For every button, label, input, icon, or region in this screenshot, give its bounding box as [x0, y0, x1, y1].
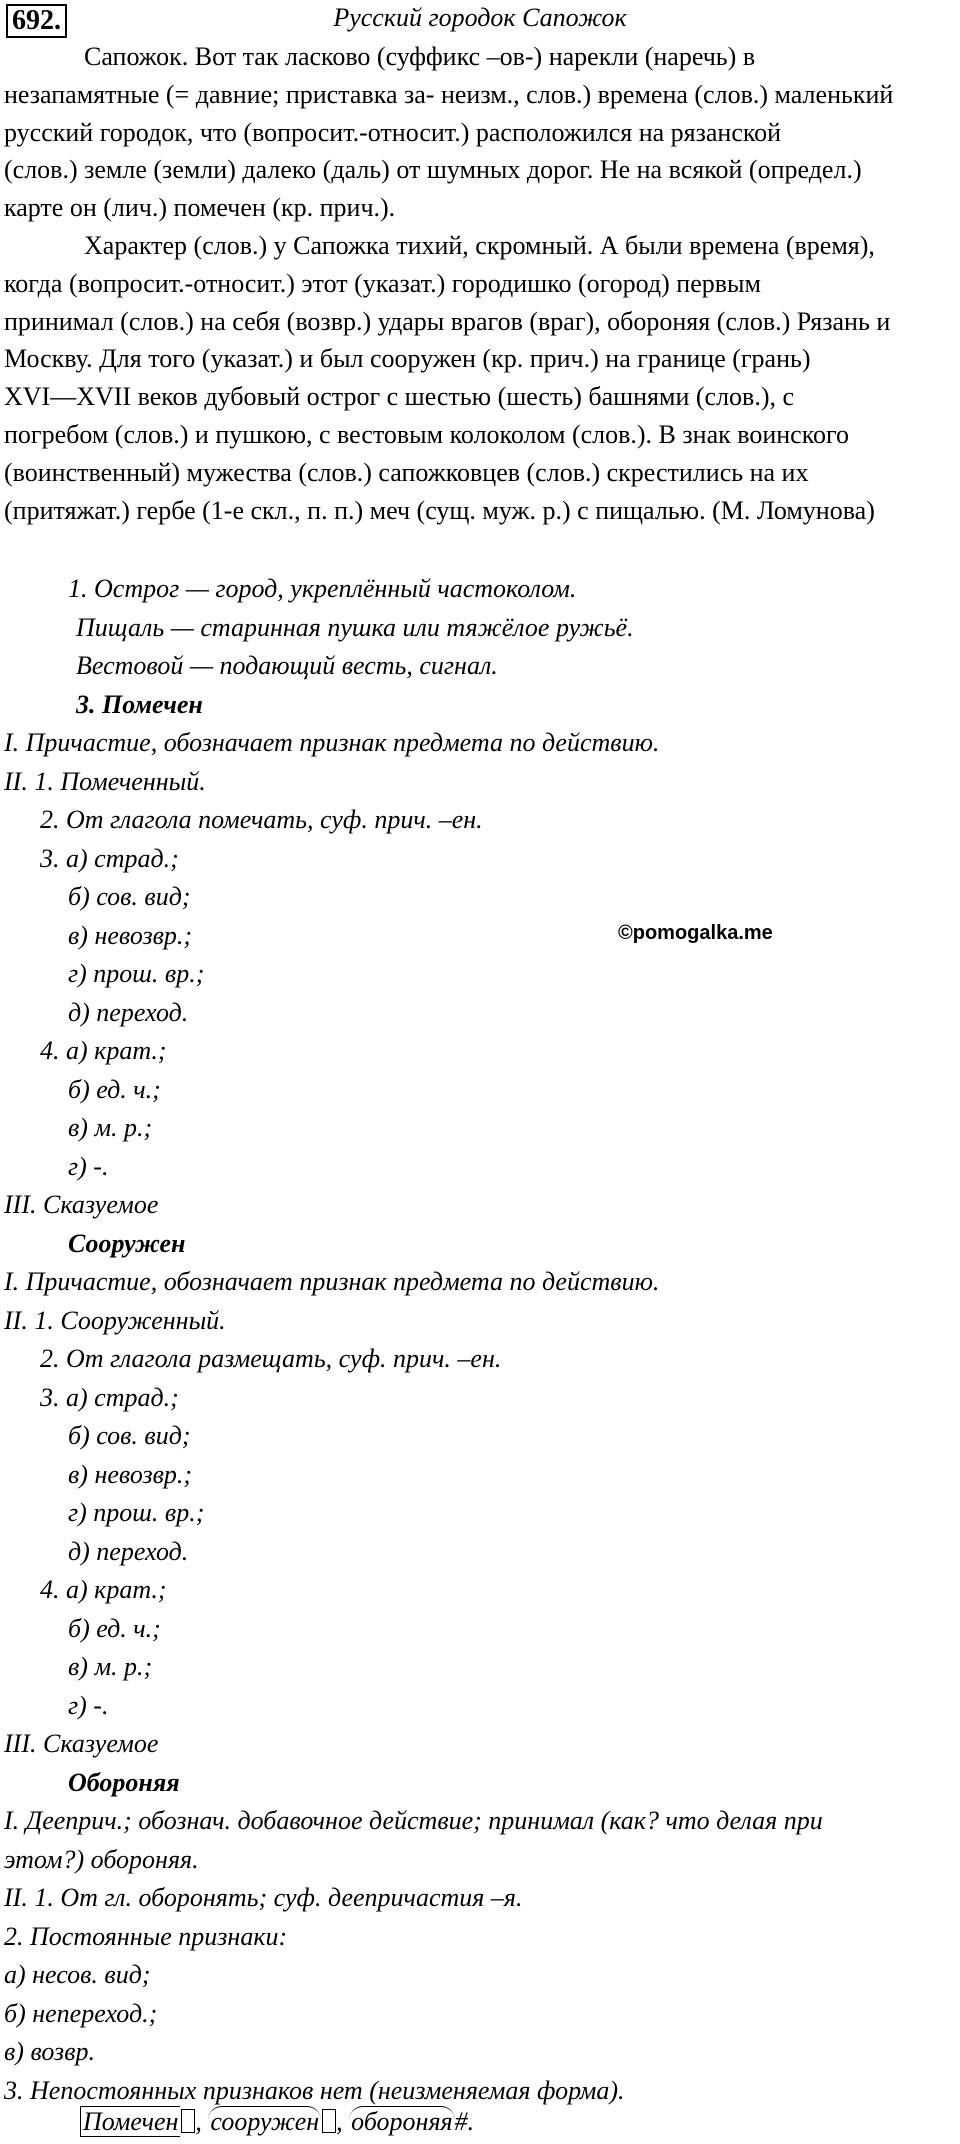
analysis-line: в) м. р.;: [68, 1652, 153, 1681]
analysis-line: этом?) обороняя.: [4, 1844, 199, 1874]
morpheme-word-2: сооружен: [210, 2107, 320, 2136]
separator: ,: [336, 2107, 343, 2136]
analysis-line: 2. Постоянные признаки:: [4, 1921, 288, 1951]
analysis-line: II. 1. От гл. оборонять; суф. деепричастия –я.: [4, 1883, 523, 1912]
text-line: (притяжат.) гербе (1-е скл., п. п.) меч (сущ. муж. р.) с пищалью. (М. Ломунова): [4, 495, 875, 525]
analysis-line: I. Дееприч.; обознач. добавочное действие; принимал (как? что делая при: [4, 1806, 823, 1835]
analysis-line: г) прош. вр.;: [68, 959, 205, 988]
ending-box: [181, 2109, 195, 2133]
text-line: погребом (слов.) и пушкою, с вестовым колоколом (слов.). В знак воинского: [4, 419, 850, 449]
analysis-line: д) переход.: [68, 1536, 189, 1566]
section-heading: Сооружен: [68, 1228, 186, 1258]
analysis-line: б) сов. вид;: [68, 1421, 191, 1450]
note-line: Вестовой — подающий весть, сигнал.: [76, 651, 498, 680]
text-line: Сапожок. Вот так ласково (суффикс –ов-) нарекли (наречь) в: [84, 42, 756, 71]
note-line: 1. Острог — город, укреплённый частоколом.: [68, 574, 577, 603]
analysis-line: 2. От глагола помечать, суф. прич. –ен.: [40, 805, 483, 834]
analysis-line: II. 1. Сооруженный.: [4, 1305, 226, 1335]
analysis-line: б) ед. ч.;: [68, 1074, 161, 1104]
analysis-line: III. Сказуемое: [4, 1729, 159, 1758]
exercise-text: [4, 38, 954, 529]
analysis-line: I. Причастие, обозначает признак предмета по действию.: [4, 1267, 660, 1296]
analysis-line: III. Сказуемое: [4, 1190, 159, 1219]
analysis-line: г) -.: [68, 1151, 109, 1181]
text-line: незапамятные (= давние; приставка за- неизм., слов.) времена (слов.) маленький: [4, 79, 894, 109]
text-line: карте он (лич.) помечен (кр. прич.).: [4, 193, 396, 223]
analysis-line: б) непереход.;: [4, 1998, 158, 2028]
watermark: ©pomogalka.me: [618, 922, 773, 944]
analysis-line: в) возвр.: [4, 2037, 95, 2066]
analysis-line: 3. а) страд.;: [40, 1382, 179, 1412]
ending-box: [322, 2109, 336, 2133]
analysis-line: 3. а) страд.;: [40, 843, 179, 873]
analysis-line: а) несов. вид;: [4, 1960, 151, 1989]
analysis-line: 4. а) крат.;: [40, 1036, 167, 1065]
analysis-line: г) прош. вр.;: [68, 1498, 205, 1527]
analysis-line: 2. От глагола размещать, суф. прич. –ен.: [40, 1344, 502, 1373]
section-heading: 3. Помечен: [76, 689, 203, 719]
analysis-line: б) сов. вид;: [68, 882, 191, 911]
exercise-number: 692.: [6, 4, 67, 38]
morpheme-word-1: Помечен: [80, 2106, 180, 2137]
text-line: XVI—XVII веков дубовый острог с шестью (шесть) башнями (слов.), с: [4, 382, 795, 412]
analysis-line: в) невозвр.;: [68, 920, 193, 950]
analysis-line: II. 1. Помеченный.: [4, 766, 206, 796]
text-title: Русский городок Сапожок: [333, 3, 627, 32]
separator: ,: [195, 2107, 202, 2136]
note-line: Пищаль — старинная пушка или тяжёлое ружьё.: [76, 612, 634, 642]
text-line: Характер (слов.) у Сапожка тихий, скромный. А были времена (время),: [84, 230, 875, 260]
morpheme-word-3: обороняя: [351, 2107, 453, 2136]
text-line: Москву. Для того (указат.) и был сооружен (кр. прич.) на границе (грань): [4, 344, 811, 374]
analysis-line: 4. а) крат.;: [40, 1575, 167, 1604]
text-line: когда (вопросит.-относит.) этот (указат.) городишко (огород) первым: [4, 268, 761, 298]
analysis-line: д) переход.: [68, 997, 189, 1027]
morpheme-parse: [80, 2104, 474, 2140]
analysis-line: 3. Непостоянных признаков нет (неизменяемая форма).: [4, 2075, 625, 2105]
text-line: принимал (слов.) на себя (возвр.) удары врагов (враг), обороняя (слов.) Рязань и: [4, 306, 891, 336]
analysis-section: [4, 570, 954, 2110]
text-line: русский городок, что (вопросит.-относит.) расположился на рязанской: [4, 117, 782, 147]
text-line: (слов.) земле (земли) далеко (даль) от шумных дорог. Не на всякой (определ.): [4, 155, 862, 185]
suffix-mark: #.: [454, 2107, 475, 2136]
analysis-line: в) м. р.;: [68, 1113, 153, 1142]
text-line: (воинственный) мужества (слов.) сапожковцев (слов.) скрестились на их: [4, 457, 809, 487]
analysis-line: б) ед. ч.;: [68, 1613, 161, 1643]
analysis-line: г) -.: [68, 1690, 109, 1720]
section-heading: Обороняя: [68, 1767, 180, 1797]
analysis-line: I. Причастие, обозначает признак предмета по действию.: [4, 728, 660, 757]
analysis-line: в) невозвр.;: [68, 1459, 193, 1489]
